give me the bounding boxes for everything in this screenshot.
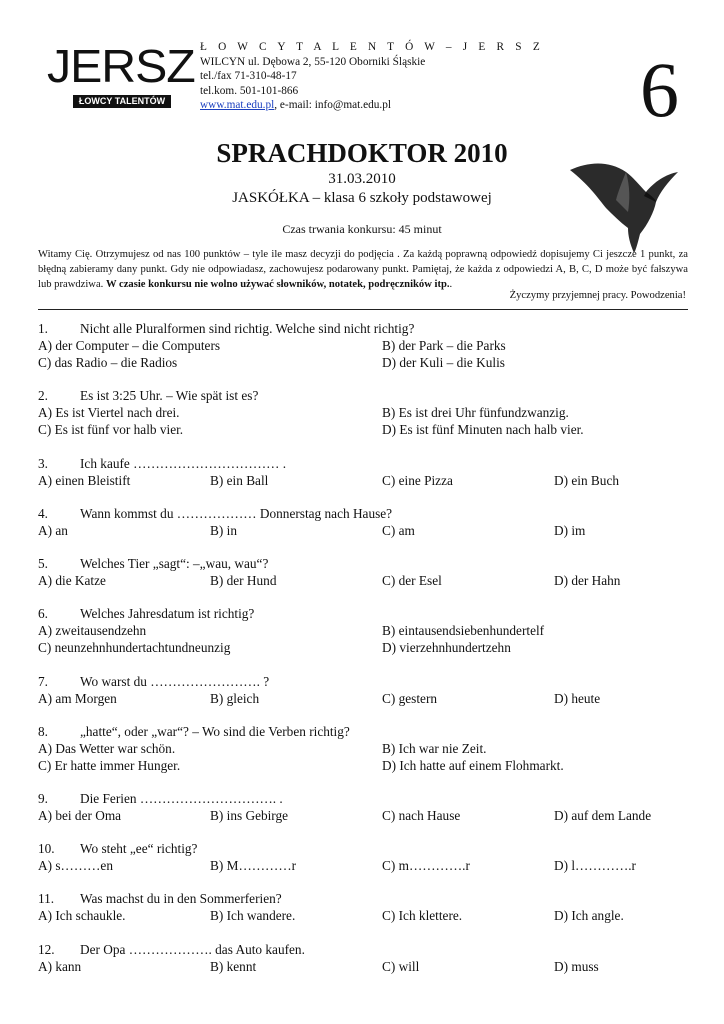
- logo-wordmark: JERSZ: [47, 40, 195, 92]
- answer-row: [38, 354, 698, 371]
- answer-option: C) will: [382, 959, 420, 974]
- answer-row: [38, 757, 698, 774]
- swallow-illustration: [568, 152, 680, 254]
- answer-option: D) Ich angle.: [554, 908, 624, 923]
- answer-option: B) in: [210, 523, 237, 538]
- contest-subtitle: JASKÓŁKA – klasa 6 szkoły podstawowej: [232, 190, 492, 206]
- question-number: 6.: [38, 606, 48, 621]
- answer-option: A) am Morgen: [38, 691, 117, 706]
- question-line: [38, 455, 698, 472]
- answer-option: A) Ich schaukle.: [38, 908, 126, 923]
- answer-option: B) M…………r: [210, 858, 297, 873]
- answer-option: A) an: [38, 523, 68, 538]
- question-number: 10.: [38, 841, 55, 856]
- question-6: [38, 605, 698, 656]
- question-text: Ich kaufe …………………………… .: [80, 456, 287, 471]
- contest-date: 31.03.2010: [328, 171, 396, 187]
- answer-option: B) Es ist drei Uhr fünfundzwanzig.: [382, 405, 569, 420]
- organizer-name: Ł O W C Y T A L E N T Ó W – J E R S Z: [200, 41, 544, 53]
- answer-option: A) bei der Oma: [38, 808, 122, 823]
- answer-option: A) einen Bleistift: [38, 473, 131, 488]
- contest-duration: Czas trwania konkursu: 45 minut: [282, 222, 442, 236]
- question-line: [38, 605, 698, 622]
- intro-end: .: [449, 279, 453, 290]
- answer-option: A) Es ist Viertel nach drei.: [38, 405, 180, 420]
- question-text: Wann kommst du ……………… Donnerstag nach Hause?: [80, 506, 393, 521]
- answer-option: B) ein Ball: [210, 473, 269, 488]
- question-line: [38, 505, 698, 522]
- question-11: [38, 890, 698, 924]
- answer-row: [38, 421, 698, 438]
- question-number: 7.: [38, 674, 48, 689]
- answer-option: D) im: [554, 523, 586, 538]
- answer-row: [38, 807, 698, 824]
- answer-option: C) nach Hause: [382, 808, 461, 823]
- question-number: 8.: [38, 724, 48, 739]
- question-line: [38, 941, 698, 958]
- answer-option: A) kann: [38, 959, 82, 974]
- answer-option: A) Das Wetter war schön.: [38, 741, 176, 756]
- question-line: [38, 387, 698, 404]
- question-text: Was machst du in den Sommerferien?: [80, 891, 282, 906]
- question-2: [38, 387, 698, 438]
- jersz-logo: [47, 40, 195, 110]
- answer-option: A) zweitausendzehn: [38, 623, 147, 638]
- logo-tagline: ŁOWCY TALENTÓW: [73, 95, 171, 108]
- answer-row: [38, 404, 698, 421]
- question-line: [38, 890, 698, 907]
- question-10: [38, 840, 698, 874]
- answer-option: B) eintausendsiebenhundertelf: [382, 623, 545, 638]
- question-text: Welches Jahresdatum ist richtig?: [80, 606, 255, 621]
- organizer-phone-fax: tel./fax 71-310-48-17: [200, 70, 297, 82]
- question-number: 3.: [38, 456, 48, 471]
- answer-option: C) Ich klettere.: [382, 908, 463, 923]
- organizer-email: , e-mail: info@mat.edu.pl: [274, 99, 392, 111]
- question-number: 5.: [38, 556, 48, 571]
- answer-option: B) der Park – die Parks: [382, 338, 506, 353]
- answer-option: C) das Radio – die Radios: [38, 355, 178, 370]
- answer-row: [38, 572, 698, 589]
- question-line: [38, 840, 698, 857]
- answer-option: B) gleich: [210, 691, 260, 706]
- question-line: [38, 790, 698, 807]
- answer-option: C) der Esel: [382, 573, 442, 588]
- answer-option: C) neunzehnhundertachtundneunzig: [38, 640, 231, 655]
- question-text: Wo steht „ee“ richtig?: [80, 841, 198, 856]
- question-text: Nicht alle Pluralformen sind richtig. Welche sind nicht richtig?: [80, 321, 415, 336]
- question-9: [38, 790, 698, 824]
- answer-row: [38, 522, 698, 539]
- intro-paragraph: [38, 247, 688, 292]
- question-line: [38, 723, 698, 740]
- question-text: Der Opa ………………. das Auto kaufen.: [80, 942, 305, 957]
- answer-row: [38, 958, 698, 975]
- good-luck-wish: Życzymy przyjemnej pracy. Powodzenia!: [509, 290, 686, 301]
- organizer-address: WILCYN ul. Dębowa 2, 55-120 Oborniki Śląskie: [200, 55, 426, 68]
- question-text: Die Ferien …………………………. .: [80, 791, 283, 806]
- answer-row: [38, 639, 698, 656]
- question-3: [38, 455, 698, 489]
- answer-option: D) der Kuli – die Kulis: [382, 355, 505, 370]
- answer-option: A) s………en: [38, 858, 113, 873]
- answer-row: [38, 907, 698, 924]
- question-text: Es ist 3:25 Uhr. – Wie spät ist es?: [80, 388, 259, 403]
- answer-row: [38, 857, 698, 874]
- answer-option: B) Ich wandere.: [210, 908, 296, 923]
- question-5: [38, 555, 698, 589]
- answer-option: B) der Hund: [210, 573, 277, 588]
- question-number: 1.: [38, 321, 48, 336]
- answer-option: C) Es ist fünf vor halb vier.: [38, 422, 184, 437]
- answer-option: C) gestern: [382, 691, 438, 706]
- answer-option: D) Ich hatte auf einem Flohmarkt.: [382, 758, 564, 773]
- answer-option: A) die Katze: [38, 573, 106, 588]
- answer-option: B) kennt: [210, 959, 257, 974]
- question-text: Welches Tier „sagt“: –„wau, wau“?: [80, 556, 269, 571]
- question-1: [38, 320, 698, 371]
- question-number: 4.: [38, 506, 48, 521]
- question-number: 2.: [38, 388, 48, 403]
- question-7: [38, 673, 698, 707]
- answer-row: [38, 740, 698, 757]
- answer-option: D) muss: [554, 959, 599, 974]
- question-text: Wo warst du ……………………. ?: [80, 674, 270, 689]
- organizer-info: [200, 40, 544, 113]
- answer-row: [38, 337, 698, 354]
- question-line: [38, 320, 698, 337]
- answer-option: D) auf dem Lande: [554, 808, 652, 823]
- answer-option: D) der Hahn: [554, 573, 621, 588]
- answer-option: B) ins Gebirge: [210, 808, 289, 823]
- answer-option: A) der Computer – die Computers: [38, 338, 221, 353]
- question-line: [38, 555, 698, 572]
- question-number: 11.: [38, 891, 55, 906]
- question-number: 12.: [38, 942, 55, 957]
- answer-row: [38, 472, 698, 489]
- organizer-contact-line: [200, 98, 544, 113]
- answer-option: C) eine Pizza: [382, 473, 453, 488]
- answer-option: C) Er hatte immer Hunger.: [38, 758, 181, 773]
- answer-row: [38, 690, 698, 707]
- intro-bold-text: W czasie konkursu nie wolno używać słowników, notatek, podręczników itp.: [105, 279, 450, 290]
- divider-line: [38, 309, 688, 310]
- answer-option: D) vierzehnhundertzehn: [382, 640, 511, 655]
- question-number: 9.: [38, 791, 48, 806]
- question-4: [38, 505, 698, 539]
- organizer-phone-mobile: tel.kom. 501-101-866: [200, 84, 299, 97]
- class-number: 6: [640, 46, 679, 133]
- answer-option: C) am: [382, 523, 415, 538]
- answer-option: B) Ich war nie Zeit.: [382, 741, 487, 756]
- answer-option: D) ein Buch: [554, 473, 619, 488]
- website-link[interactable]: www.mat.edu.pl: [200, 99, 275, 111]
- intro-text: Witamy Cię. Otrzymujesz od nas 100 punktów – tyle ile masz decyzji do podjęcia . Za każdą poprawną odpowiedź dopisujemy Ci jeszcze 1 punkt, za błędną zabieramy dany punkt. Gdy nie odpowiadasz, zachowujesz podarowany punkt. Pamiętaj, że każda z odpowiedzi A, B, C, D może być fałszywa lub prawdziwa.: [38, 249, 688, 290]
- answer-option: D) heute: [554, 691, 601, 706]
- answer-option: D) Es ist fünf Minuten nach halb vier.: [382, 422, 584, 437]
- page-title: SPRACHDOKTOR 2010: [216, 138, 508, 168]
- question-text: „hatte“, oder „war“? – Wo sind die Verben richtig?: [80, 724, 350, 739]
- answer-row: [38, 622, 698, 639]
- question-8: [38, 723, 698, 774]
- question-12: [38, 941, 698, 975]
- question-line: [38, 673, 698, 690]
- answer-option: C) m………….r: [382, 858, 470, 873]
- answer-option: D) l………….r: [554, 858, 636, 873]
